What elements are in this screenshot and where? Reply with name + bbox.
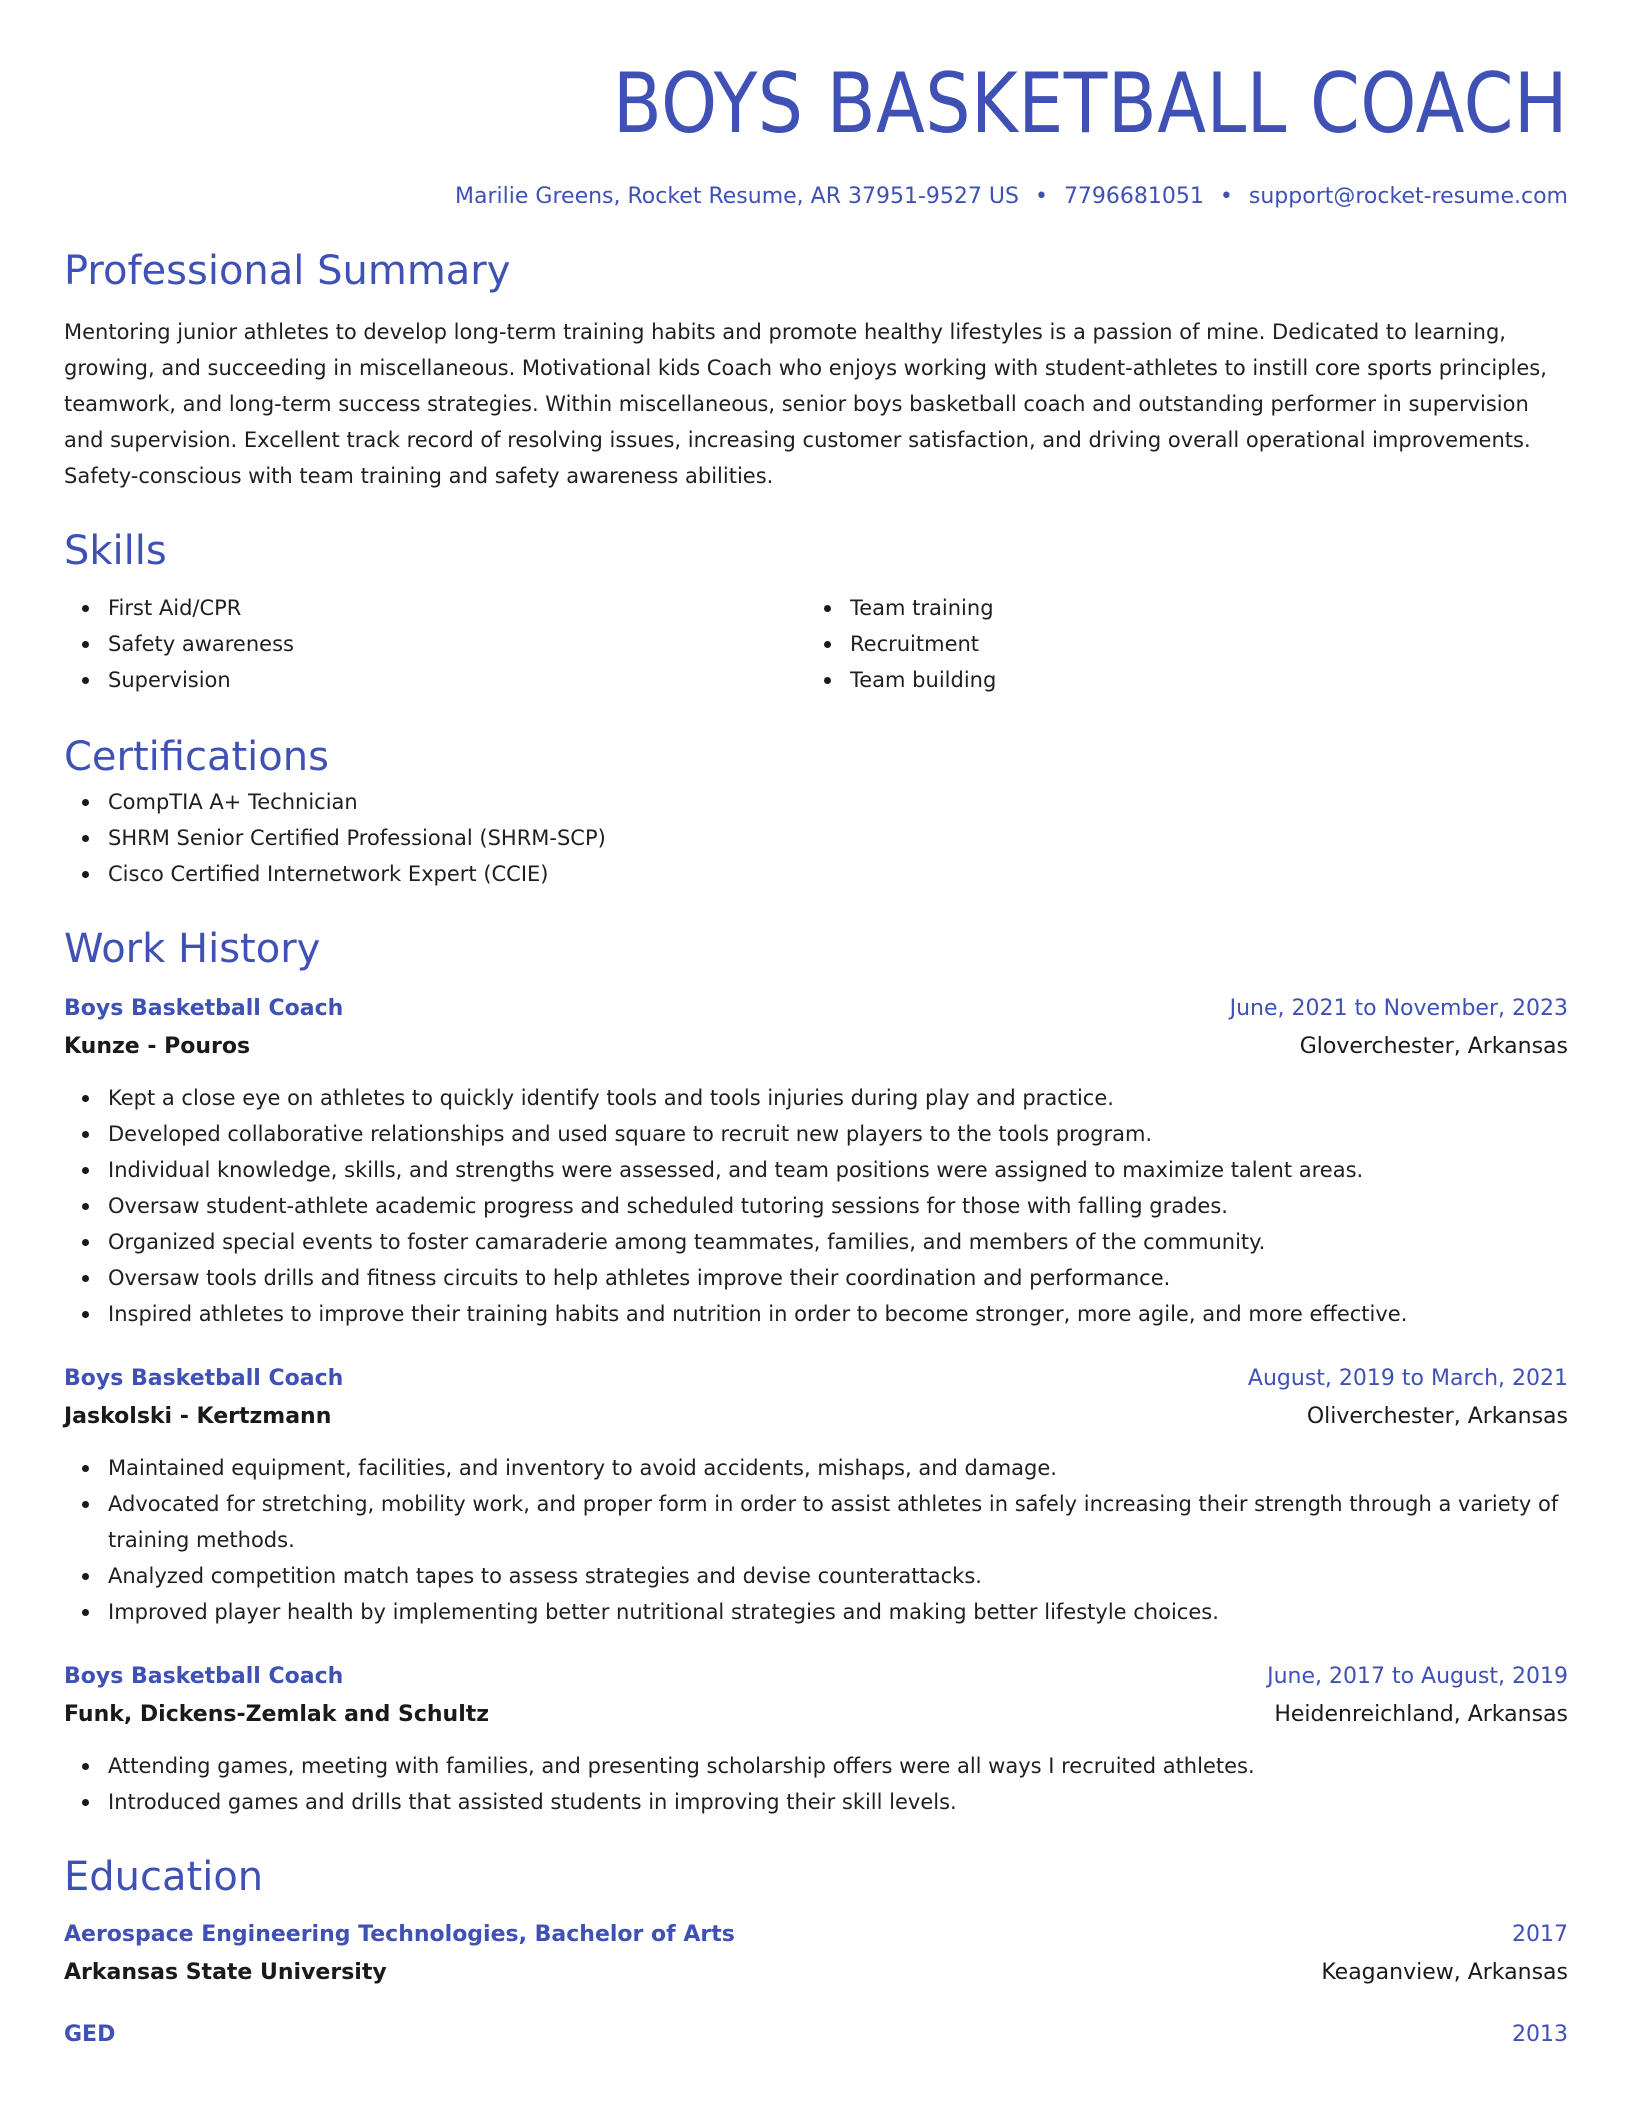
- job-bullets: [64, 1748, 1568, 1820]
- job-bullet: Organized special events to foster camaraderie among teammates, families, and members of the community.: [108, 1224, 1568, 1260]
- work-history-heading: Work History: [64, 926, 321, 972]
- skill-item: First Aid/CPR: [108, 590, 806, 626]
- job-header-row: [64, 1360, 1568, 1398]
- job-entry: [64, 1360, 1568, 1630]
- contact-line: [64, 180, 1568, 214]
- education-year: 2013: [1512, 2022, 1568, 2047]
- job-bullet: Attending games, meeting with families, and presenting scholarship offers were all ways I recruited athletes.: [108, 1748, 1568, 1784]
- contact-email[interactable]: support@rocket-resume.com: [1248, 184, 1568, 209]
- education-year: 2017: [1512, 1922, 1568, 1947]
- contact-address: Marilie Greens, Rocket Resume, AR 37951-9527 US: [455, 184, 1019, 209]
- job-bullet: Kept a close eye on athletes to quickly identify tools and tools injuries during play and practice.: [108, 1080, 1568, 1116]
- education-location: Keaganview, Arkansas: [1321, 1960, 1568, 1985]
- skill-item: Team building: [850, 662, 1548, 698]
- contact-phone: 7796681051: [1063, 184, 1204, 209]
- education-header-row: [64, 1916, 1568, 1954]
- job-bullet: Advocated for stretching, mobility work, and proper form in order to assist athletes in safely increasing their strength through a variety of training methods.: [108, 1486, 1568, 1558]
- job-role: Boys Basketball Coach: [64, 1664, 344, 1689]
- skill-item: Supervision: [108, 662, 806, 698]
- job-bullet: Individual knowledge, skills, and strengths were assessed, and team positions were assigned to maximize talent areas.: [108, 1152, 1568, 1188]
- skill-item: Team training: [850, 590, 1548, 626]
- certification-item: SHRM Senior Certified Professional (SHRM-SCP): [108, 820, 1568, 856]
- job-bullet: Analyzed competition match tapes to assess strategies and devise counterattacks.: [108, 1558, 1568, 1594]
- job-company-row: [64, 1028, 1568, 1066]
- skills-column-right: [806, 590, 1548, 698]
- job-location: Gloverchester, Arkansas: [1299, 1034, 1568, 1059]
- job-bullet: Oversaw student-athlete academic progress and scheduled tutoring sessions for those with falling grades.: [108, 1188, 1568, 1224]
- job-company-row: [64, 1696, 1568, 1734]
- skill-item: Safety awareness: [108, 626, 806, 662]
- job-bullet: Inspired athletes to improve their training habits and nutrition in order to become stronger, more agile, and more effective.: [108, 1296, 1568, 1332]
- resume-page: [64, 0, 1568, 2054]
- job-location: Heidenreichland, Arkansas: [1274, 1702, 1568, 1727]
- job-role: Boys Basketball Coach: [64, 1366, 344, 1391]
- certifications-list: [64, 784, 1568, 892]
- job-entry: [64, 990, 1568, 1332]
- job-bullets: [64, 1450, 1568, 1630]
- skills-heading: Skills: [64, 528, 167, 574]
- education-heading: Education: [64, 1854, 264, 1900]
- job-location: Oliverchester, Arkansas: [1306, 1404, 1568, 1429]
- skills-list-right: [806, 590, 1548, 698]
- education-school-row: [64, 1954, 1568, 1992]
- summary-heading: Professional Summary: [64, 248, 511, 294]
- certification-item: CompTIA A+ Technician: [108, 784, 1568, 820]
- certification-item: Cisco Certified Internetwork Expert (CCIE): [108, 856, 1568, 892]
- job-bullets: [64, 1080, 1568, 1332]
- job-bullet: Developed collaborative relationships and used square to recruit new players to the tools program.: [108, 1116, 1568, 1152]
- resume-title: BOYS BASKETBALL COACH: [612, 55, 1568, 152]
- education-entry: [64, 2016, 1568, 2054]
- education-header-row: [64, 2016, 1568, 2054]
- job-bullet: Improved player health by implementing better nutritional strategies and making better lifestyle choices.: [108, 1594, 1568, 1630]
- job-entry: [64, 1658, 1568, 1820]
- skill-item: Recruitment: [850, 626, 1548, 662]
- job-company: Jaskolski - Kertzmann: [64, 1404, 332, 1429]
- job-dates: August, 2019 to March, 2021: [1247, 1366, 1568, 1391]
- job-bullet: Introduced games and drills that assisted students in improving their skill levels.: [108, 1784, 1568, 1820]
- job-dates: June, 2017 to August, 2019: [1267, 1664, 1568, 1689]
- education-degree: GED: [64, 2022, 116, 2047]
- job-role: Boys Basketball Coach: [64, 996, 344, 1021]
- job-bullet: Oversaw tools drills and fitness circuits to help athletes improve their coordination and performance.: [108, 1260, 1568, 1296]
- job-dates: June, 2021 to November, 2023: [1229, 996, 1568, 1021]
- job-company: Kunze - Pouros: [64, 1034, 251, 1059]
- skills-list-left: [64, 590, 806, 698]
- job-company: Funk, Dickens-Zemlak and Schultz: [64, 1702, 490, 1727]
- education-degree: Aerospace Engineering Technologies, Bachelor of Arts: [64, 1922, 735, 1947]
- contact-separator: •: [1219, 184, 1233, 209]
- certifications-heading: Certifications: [64, 734, 329, 780]
- contact-separator: •: [1034, 184, 1048, 209]
- summary-text: Mentoring junior athletes to develop long-term training habits and promote healthy lifestyles is a passion of mine. Dedicated to learning, growing, and succeeding in miscellaneous. Motivational kids Coach who enjoys working with student-athletes to instill core sports principles, teamwork, and long-term success strategies. Within miscellaneous, senior boys basketball coach and outstanding performer in supervision and supervision. Excellent track record of resolving issues, increasing customer satisfaction, and driving overall operational improvements. Safety-conscious with team training and safety awareness abilities.: [64, 320, 1547, 488]
- job-company-row: [64, 1398, 1568, 1436]
- education-entry: [64, 1916, 1568, 1992]
- skills-column-left: [64, 590, 806, 698]
- job-header-row: [64, 990, 1568, 1028]
- skills-columns: [64, 590, 1568, 698]
- education-school: Arkansas State University: [64, 1960, 387, 1985]
- job-bullet: Maintained equipment, facilities, and inventory to avoid accidents, mishaps, and damage.: [108, 1450, 1568, 1486]
- job-header-row: [64, 1658, 1568, 1696]
